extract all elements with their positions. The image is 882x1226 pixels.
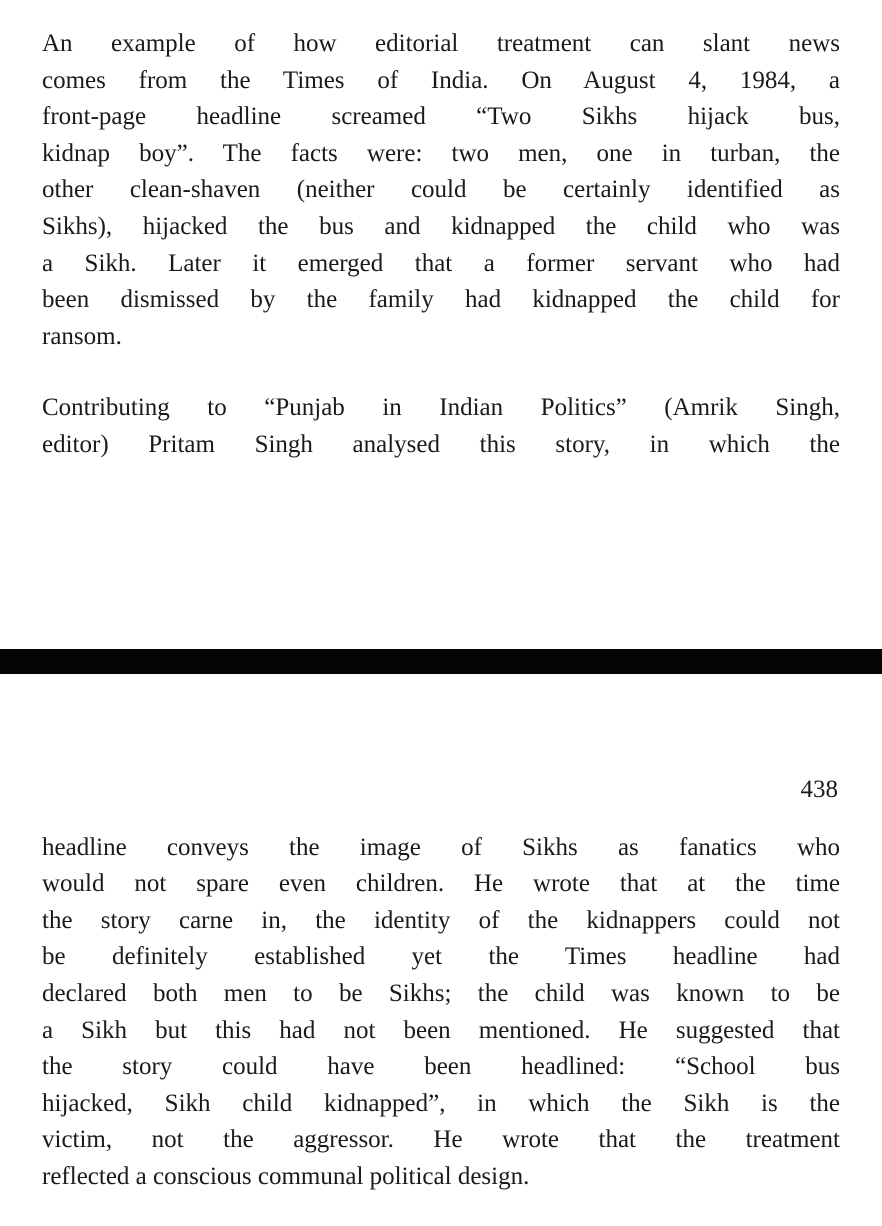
text-line: a Sikh. Later it emerged that a former servant who had <box>42 249 840 277</box>
text-line: reflected a conscious communal political design. <box>42 1162 530 1190</box>
text-line: hijacked, Sikh child kidnapped”, in which the Sikh is the <box>42 1089 840 1117</box>
text-line: comes from the Times of India. On August 4, 1984, a <box>42 66 840 94</box>
text-line: Contributing to “Punjab in Indian Politics” (Amrik Singh, <box>42 394 840 422</box>
paragraph-contributing <box>0 390 882 463</box>
text-line: An example of how editorial treatment can slant news <box>42 30 840 57</box>
text-line: editor) Pritam Singh analysed this story, in which the <box>42 430 840 458</box>
text-line: been dismissed by the family had kidnapped the child for <box>42 286 840 314</box>
text-line: be definitely established yet the Times headline had <box>42 943 840 971</box>
text-line: ransom. <box>42 322 122 350</box>
text-line: Sikhs), hijacked the bus and kidnapped the child who was <box>42 212 840 240</box>
text-line: headline conveys the image of Sikhs as fanatics who <box>42 833 840 861</box>
page-break-bar <box>0 649 882 674</box>
text-line: kidnap boy”. The facts were: two men, one in turban, the <box>42 139 840 167</box>
text-line: other clean-shaven (neither could be certainly identified as <box>42 176 840 204</box>
text-line: victim, not the aggressor. He wrote that the treatment <box>42 1126 840 1154</box>
text-line: the story carne in, the identity of the kidnappers could not <box>42 906 840 934</box>
paragraph-headline-analysis <box>0 830 882 1196</box>
document-page <box>0 26 882 1226</box>
text-line: declared both men to be Sikhs; the child was known to be <box>42 979 840 1007</box>
text-line: would not spare even children. He wrote that at the time <box>42 870 840 898</box>
paragraph-editorial-example <box>0 26 882 355</box>
page-number: 438 <box>800 775 838 803</box>
text-line: a Sikh but this had not been mentioned. He suggested that <box>42 1016 840 1044</box>
text-line: front-page headline screamed “Two Sikhs hijack bus, <box>42 103 840 131</box>
text-line: the story could have been headlined: “School bus <box>42 1053 840 1081</box>
